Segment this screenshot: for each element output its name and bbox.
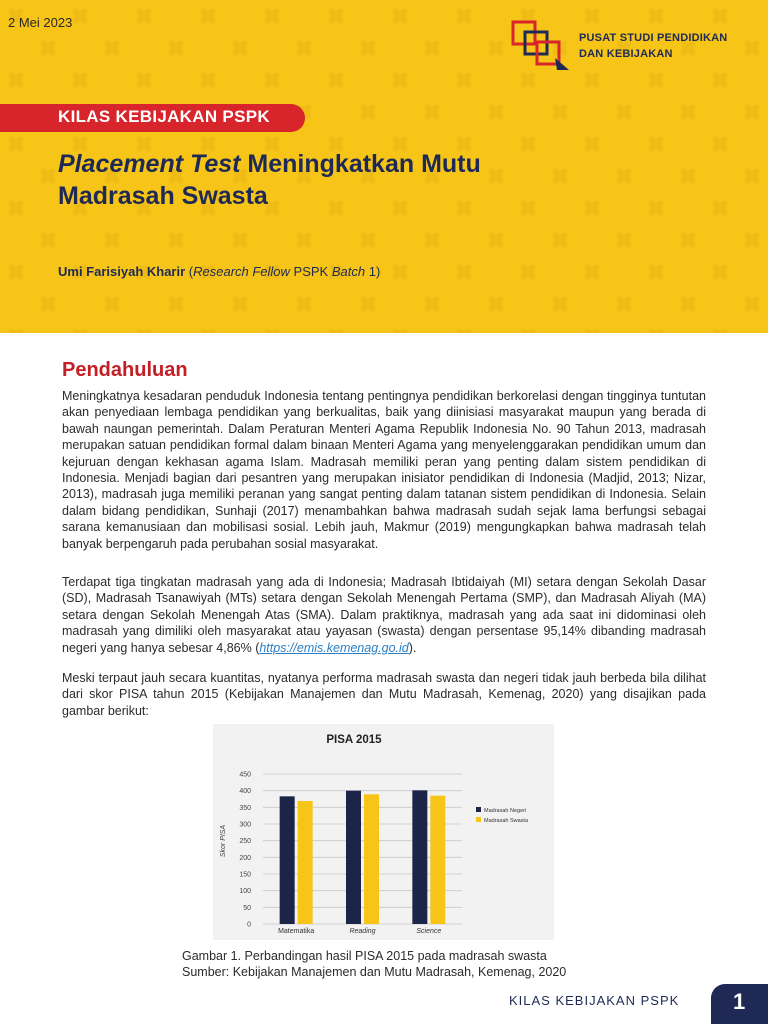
pspk-logo-icon	[511, 18, 573, 72]
chart-legend	[476, 807, 529, 824]
author-line	[58, 264, 380, 279]
caption-source: Sumber: Kebijakan Manajemen dan Mutu Madrasah, Kemenag, 2020	[182, 965, 567, 979]
paragraph-2-text: Terdapat tiga tingkatan madrasah yang ada di Indonesia; Madrasah Ibtidaiyah (MI) setara dengan Sekolah Dasar (SD), Madrasah Tsanawiyah (MTs) setara dengan Sekolah Menengah Pertama (SMP), dan Madrasah Aliyah (MA) setara dengan Sekolah Menengah Atas (SMA). Dalam praktiknya, madrasah yang ada saat ini didominasi oleh madrasah yang dimiliki oleh masyarakat atau yayasan (swasta) dengan persentase 95,14% dibanding madrasah negeri yang hanya sebesar 4,86% (	[62, 575, 706, 655]
paragraph-3: Meski terpaut jauh secara kuantitas, nyatanya performa madrasah swasta dan negeri tidak jauh berbeda bila dilihat dari skor PISA tahun 2015 (Kebijakan Manajemen dan Mutu Madrasah, Kemenag, 2020) yang disajikan pada gambar berikut:	[62, 671, 706, 718]
header-divider	[0, 333, 768, 337]
title-rest: Meningkatkan Mutu	[240, 150, 481, 178]
caption-label: Gambar 1	[182, 949, 238, 963]
logo-text	[579, 30, 727, 62]
y-tick-label: 450	[239, 771, 251, 779]
paragraph-1: Meningkatnya kesadaran penduduk Indonesia tentang pentingnya pendidikan berkorelasi dengan tingginya tuntutan akan penyediaan lembaga pendidikan yang berkualitas, baik yang diinisiasi masyarakat maupun yang berada di bawah naungan pemerintah. Dalam Peraturan Menteri Agama Republik Indonesia No. 90 Tahun 2013, madrasah merupakan satuan pendidikan formal dalam binaan Menteri Agama yang menyelenggarakan pendidikan umum dan kejuruan dengan kekhasan agama Islam. Madrasah memiliki peran yang penting dalam sistem pendidikan di Indonesia. Menjadi bagian dari pesantren yang merupakan inisiator pendidikan di Indonesia (Madjid, 2013; Nizar, 2013), madrasah juga memiliki peranan yang sangat penting dalam tatanan sistem pendidikan di Indonesia. Selain dalam bidang pendidikan, Sunhaji (2017) menambahkan bahwa madrasah sudah sejak lama berfungsi sebagai sarana kemanusiaan dan mobilisasi sosial. Lebih jauh, Makmur (2019) mengungkapkan bahwa madrasah telah banyak berpengaruh pada perubahan sosial masyarakat.	[62, 389, 706, 551]
author-role-2: Batch	[331, 264, 366, 279]
chart-y-ticks	[239, 772, 251, 929]
series-label: KILAS KEBIJAKAN PSPK	[58, 107, 270, 126]
page-number: 1	[733, 989, 746, 1014]
author-role-1: Research Fellow	[193, 264, 290, 279]
y-tick-label: 300	[239, 821, 251, 829]
bar-madrasah-negeri-reading	[346, 791, 361, 924]
bar-madrasah-negeri-science	[412, 790, 427, 924]
author-open: (	[185, 264, 194, 279]
y-tick-label: 150	[239, 871, 251, 879]
x-tick-label: Science	[416, 928, 442, 935]
publication-date: 2 Mei 2023	[8, 15, 73, 30]
footer-series: KILAS KEBIJAKAN PSPK	[509, 993, 680, 1008]
y-tick-label: 200	[239, 854, 251, 862]
y-tick-label: 250	[239, 838, 251, 846]
x-tick-label: Reading	[349, 928, 376, 935]
section-heading: Pendahuluan	[62, 359, 188, 381]
author-name: Umi Farisiyah Kharir	[58, 264, 186, 279]
legend-label: Madrasah Negeri	[484, 808, 527, 814]
author-close: 1)	[365, 264, 381, 279]
logo-line-2: DAN KEBIJAKAN	[579, 48, 673, 60]
y-tick-label: 50	[243, 904, 251, 912]
bar-madrasah-negeri-matematika	[280, 796, 295, 924]
y-tick-label: 0	[247, 921, 251, 929]
author-mid: PSPK	[289, 264, 332, 279]
paragraph-2-end: ).	[408, 640, 417, 655]
logo-line-1: PUSAT STUDI PENDIDIKAN	[579, 32, 728, 44]
x-tick-label: Matematika	[278, 928, 315, 935]
chart-svg	[213, 724, 554, 940]
pisa-chart	[213, 724, 554, 940]
y-tick-label: 400	[239, 788, 251, 796]
title-line-2: Madrasah Swasta	[58, 182, 268, 210]
legend-swatch	[476, 807, 481, 812]
legend-swatch	[476, 817, 481, 822]
y-tick-label: 100	[239, 888, 251, 896]
chart-y-axis-label: Skor PISA	[220, 824, 227, 858]
y-tick-label: 350	[239, 804, 251, 812]
chart-title: PISA 2015	[326, 734, 382, 746]
title-line-1	[58, 148, 678, 180]
chart-x-ticks	[278, 928, 441, 935]
bar-madrasah-swasta-matematika	[298, 801, 313, 924]
bar-madrasah-swasta-science	[430, 796, 445, 924]
emis-link[interactable]: https://emis.kemenag.go.id	[259, 640, 409, 655]
caption-text: . Perbandingan hasil PISA 2015 pada madrasah swasta	[237, 949, 547, 963]
paragraph-2	[62, 574, 706, 656]
figure-caption	[182, 948, 566, 980]
page-title	[58, 148, 678, 212]
legend-label: Madrasah Swasta	[484, 818, 529, 824]
caption-line-1	[182, 948, 566, 964]
bar-madrasah-swasta-reading	[364, 794, 379, 924]
title-emphasis: Placement Test	[58, 150, 241, 178]
